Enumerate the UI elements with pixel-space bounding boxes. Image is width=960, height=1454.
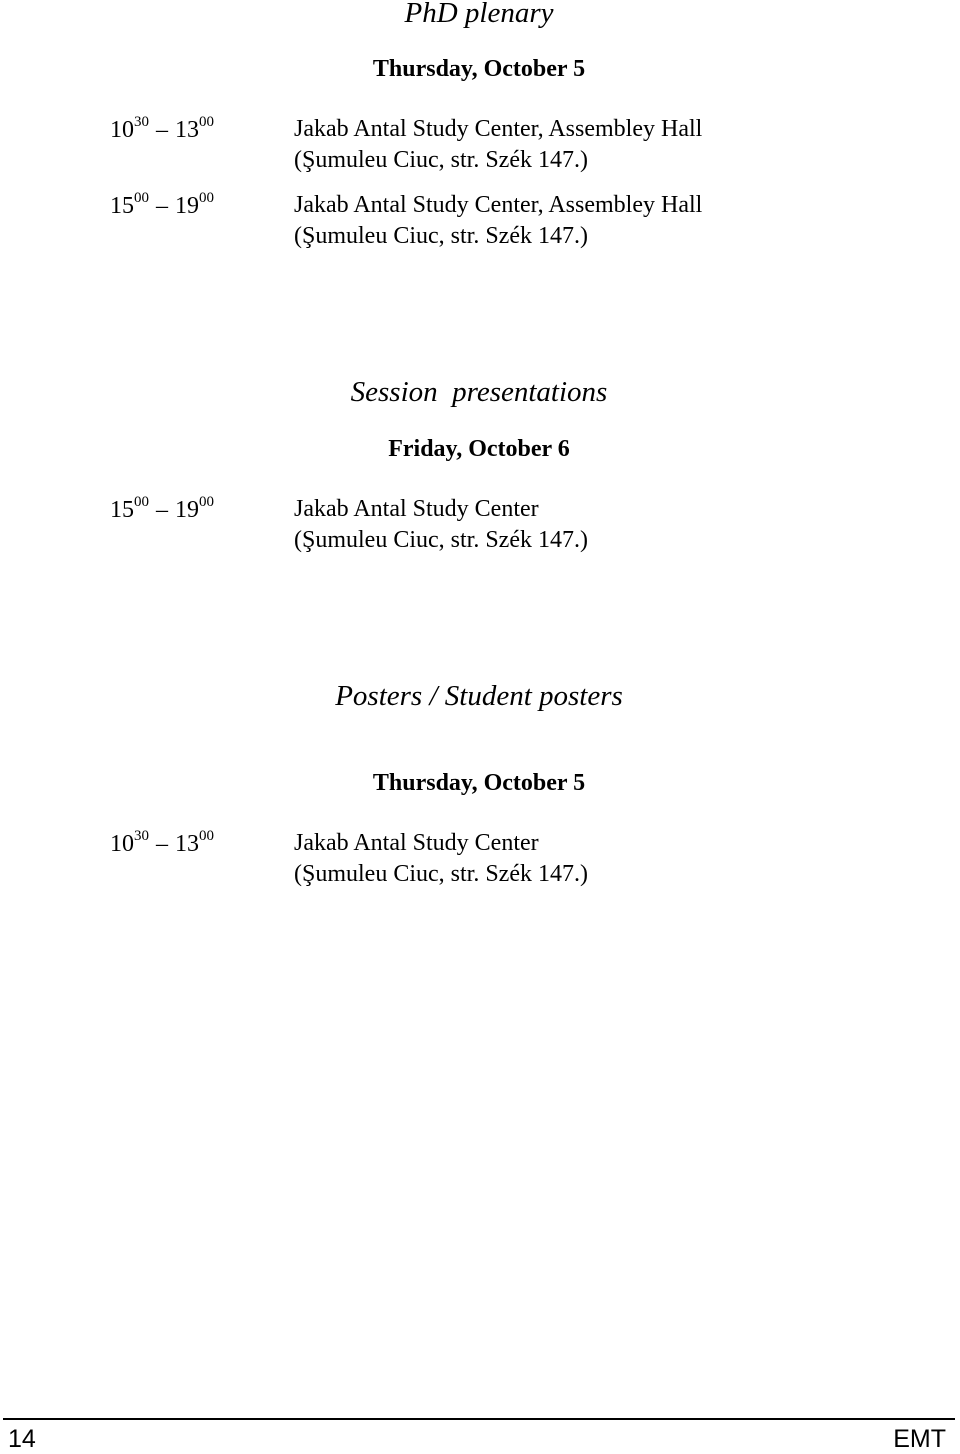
start-hour: 10 [110,117,134,143]
section-day-session-presentations: Friday, October 6 [388,436,570,462]
end-minute: 00 [199,494,214,510]
venue [294,114,702,176]
section-day-phd-plenary: Thursday, October 5 [372,56,586,82]
footer-org-label: EMT [893,1425,946,1453]
start-hour: 15 [110,193,134,219]
end-hour: 13 [175,117,199,143]
venue-address: (Şumuleu Ciuc, str. Szék 147.) [294,527,588,553]
venue-name: Jakab Antal Study Center, Assembley Hall [294,116,703,142]
start-hour: 10 [110,831,134,857]
page-number: 14 [8,1425,36,1453]
time-range [110,496,214,524]
start-hour: 15 [110,497,134,523]
venue-address: (Şumuleu Ciuc, str. Szék 147.) [294,147,588,173]
start-minute: 00 [134,190,149,206]
time-range [110,116,214,144]
end-hour: 19 [175,193,199,219]
time-dash: – [156,497,168,523]
time-range [110,830,214,858]
venue-name: Jakab Antal Study Center [294,830,539,856]
venue-name: Jakab Antal Study Center, Assembley Hall [294,192,703,218]
start-minute: 00 [134,494,149,510]
venue-name: Jakab Antal Study Center [294,496,539,522]
end-hour: 19 [175,497,199,523]
venue-address: (Şumuleu Ciuc, str. Szék 147.) [294,223,588,249]
start-minute: 30 [134,828,149,844]
section-day-posters: Thursday, October 5 [372,770,586,796]
section-title-posters: Posters / Student posters [335,680,623,712]
venue [294,494,588,556]
section-title-phd-plenary: PhD plenary [404,0,554,29]
end-minute: 00 [199,828,214,844]
start-minute: 30 [134,114,149,130]
end-minute: 00 [199,114,214,130]
end-hour: 13 [175,831,199,857]
venue-address: (Şumuleu Ciuc, str. Szék 147.) [294,861,588,887]
venue [294,828,588,890]
time-dash: – [156,193,168,219]
section-title-session-presentations: Session presentations [350,376,608,408]
end-minute: 00 [199,190,214,206]
time-dash: – [156,831,168,857]
time-dash: – [156,117,168,143]
venue [294,190,702,252]
footer-divider [3,1418,955,1420]
time-range [110,192,214,220]
